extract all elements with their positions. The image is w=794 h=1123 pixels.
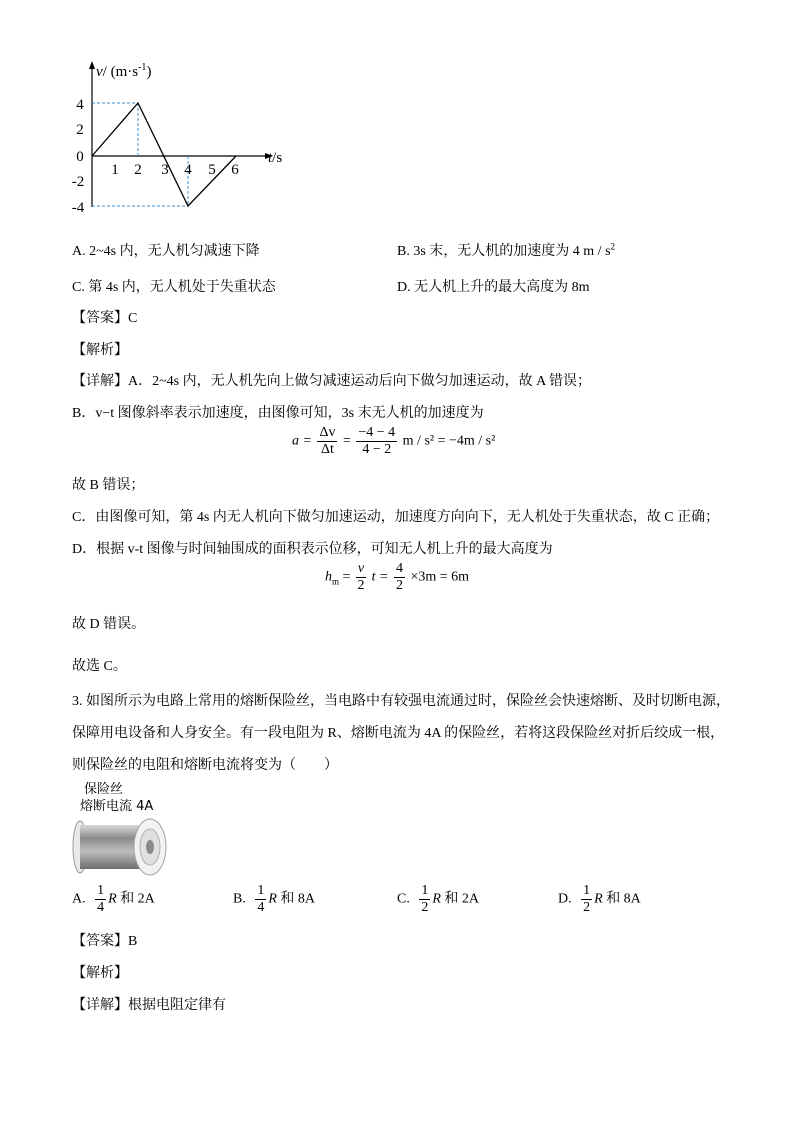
x-tick-1: 1 xyxy=(111,162,119,178)
y-axis-label-text: v/ $(m\cdot s^{-1})$ xyxy=(96,62,152,80)
detail-c: C．由图像可知，第 4s 内无人机向下做匀加速运动，加速度方向向下，无人机处于失重状态，故 C 正确； xyxy=(72,510,720,525)
option-c: C. 第 4s 内，无人机处于失重状态 xyxy=(72,280,276,295)
y-axis-arrow xyxy=(89,61,95,69)
x-tick-3: 3 xyxy=(161,162,169,178)
y-tick-m4: -4 xyxy=(71,200,85,216)
q3-detail: 【详解】根据电阻定律有 xyxy=(72,998,226,1013)
x-axis-label: t/s xyxy=(268,150,283,166)
q3-option-b: B. $\frac{1}{4}$ R 和 8A xyxy=(233,883,316,915)
y-tick-2: 2 xyxy=(76,122,84,138)
q3-line-1: 3. 如图所示为电路上常用的熔断保险丝，当电路中有较强电流通过时，保险丝会快速熔断、及时切断电源， xyxy=(72,694,730,709)
detail-d-conclusion: 故 D 错误。 xyxy=(72,617,146,632)
q3-line-3: 则保险丝的电阻和熔断电流将变为（ ） xyxy=(72,758,338,773)
final-choice: 故选 C。 xyxy=(72,659,127,674)
fuse-spool-image xyxy=(70,817,170,877)
detail-a: 【详解】A．2~4s 内，无人机先向上做匀减速运动后向下做匀加速运动，故 A 错误； xyxy=(72,374,591,389)
q3-answer: 【答案】B xyxy=(72,934,138,949)
equation-height: $h_m$ = $\frac{v}{2}$ t = $\frac{4}{2}$ ×3m = 6m xyxy=(325,561,470,593)
y-tick-0: 0 xyxy=(76,149,84,165)
q3-option-c: C. $\frac{1}{2}$ R 和 2A xyxy=(397,883,480,915)
x-tick-5: 5 xyxy=(208,162,216,178)
x-tick-4: 4 xyxy=(184,162,192,178)
q3-analysis: 【解析】 xyxy=(72,966,128,981)
x-tick-2: 2 xyxy=(134,162,142,178)
equation-acceleration: a = $\frac{\Delta v}{\Delta t}$ = $\frac{-4 - 4}{4 - 2}$ m / s² = −4m / s² xyxy=(292,425,496,457)
q3-line-2: 保障用电设备和人身安全。有一段电阻为 R、熔断电流为 4A 的保险丝，若将这段保险丝对折后绞成一根， xyxy=(72,726,725,741)
velocity-line xyxy=(92,103,236,206)
option-a: A. 2~4s 内，无人机匀减速下降 xyxy=(72,244,260,259)
q3-option-a: A. $\frac{1}{4}$ R 和 2A xyxy=(72,883,155,915)
answer-label: 【答案】C xyxy=(72,311,138,326)
q3-option-d: D. $\frac{1}{2}$ R 和 8A xyxy=(558,883,641,915)
detail-b: B．v−t 图像斜率表示加速度，由图像可知，3s 末无人机的加速度为 xyxy=(72,406,484,421)
y-tick-4: 4 xyxy=(76,97,84,113)
fuse-label-2: 熔断电流 4A xyxy=(80,799,154,814)
y-tick-m2: -2 xyxy=(71,174,85,190)
detail-d: D．根据 v-t 图像与时间轴围成的面积表示位移，可知无人机上升的最大高度为 xyxy=(72,542,553,557)
analysis-label: 【解析】 xyxy=(72,343,128,358)
option-b: B. 3s 末，无人机的加速度为 4 m / $s^2$ xyxy=(397,241,616,259)
option-d: D. 无人机上升的最大高度为 8m xyxy=(397,280,590,295)
fuse-label-1: 保险丝 xyxy=(84,782,124,797)
x-tick-6: 6 xyxy=(231,162,239,178)
detail-b-conclusion: 故 B 错误； xyxy=(72,478,145,493)
